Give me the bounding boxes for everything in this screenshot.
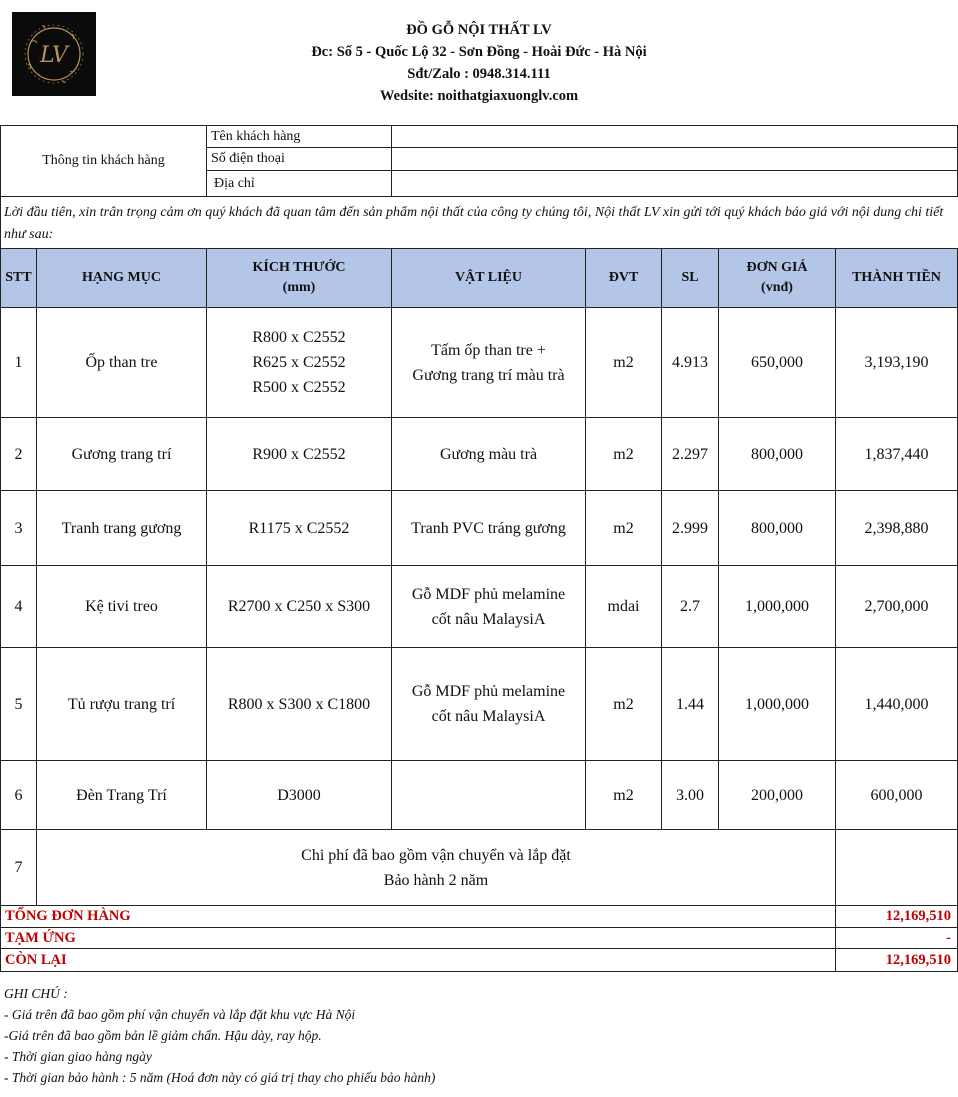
row-1-unit: m2 [586,308,662,418]
notes-section [4,983,954,1088]
row-4-qty: 2.7 [662,566,719,648]
notes-title: GHI CHÚ : [4,986,68,1001]
row-4-price: 1,000,000 [719,566,836,648]
row-2-unit: m2 [586,418,662,491]
row-5-price: 1,000,000 [719,648,836,761]
row-2-stt: 2 [1,418,37,491]
summary-advance-label: TẠM ỨNG [1,928,836,949]
summary-remaining-value: 12,169,510 [836,949,958,972]
header-size-label: KÍCH THƯỚC [252,260,346,275]
row-7-stt: 7 [1,830,37,906]
row-1-item: Ốp than tre [37,308,207,418]
material-line: Gương màu trà [439,445,538,463]
row-5-unit: m2 [586,648,662,761]
company-name: ĐỒ GỖ NỘI THẤT LV [406,22,552,38]
row-1-qty: 4.913 [662,308,719,418]
document-header [0,0,958,126]
material-line: Tấm ốp than tre + [431,341,546,359]
customer-name-label: Tên khách hàng [207,126,392,148]
row-4-stt: 4 [1,566,37,648]
size-line: R500 x C2552 [252,379,346,396]
row-1-material [392,308,586,418]
header-price [719,249,836,308]
size-line: R1175 x C2552 [248,519,350,537]
company-phone: Sđt/Zalo : 0948.314.111 [407,66,551,82]
customer-name-field[interactable] [392,126,958,148]
row-5-size [207,648,392,761]
row-6-qty: 3.00 [662,761,719,830]
row-5-material [392,648,586,761]
material-line: Gỗ MDF phủ melamine [411,683,566,700]
material-line: cốt nâu MalaysiA [431,708,546,725]
row-3-total: 2,398,880 [836,491,958,566]
row-7-line1: Chi phí đã bao gồm vận chuyển và lắp đặt [301,846,571,864]
header-stt: STT [1,249,37,308]
customer-section-label: Thông tin khách hàng [1,126,207,197]
row-2-price: 800,000 [719,418,836,491]
size-line: R2700 x C250 x S300 [227,598,371,615]
row-1-price: 650,000 [719,308,836,418]
row-2-material [392,418,586,491]
row-4-total: 2,700,000 [836,566,958,648]
row-1-total: 3,193,190 [836,308,958,418]
row-6-stt: 6 [1,761,37,830]
company-website: Wedsite: noithatgiaxuonglv.com [379,88,579,104]
size-line: D3000 [277,786,321,804]
row-6-size [207,761,392,830]
row-6-total: 600,000 [836,761,958,830]
row-2-total: 1,837,440 [836,418,958,491]
row-4-unit: mdai [586,566,662,648]
row-7-note [37,830,836,906]
customer-address-label: Địa chỉ [207,171,392,197]
row-5-item: Tủ rượu trang trí [37,648,207,761]
header-size [207,249,392,308]
row-4-size [207,566,392,648]
row-7-line2: Bảo hành 2 năm [383,871,489,889]
notes-line: -Giá trên đã bao gồm bản lề giảm chấn. Hậu dày, ray hộp. [4,1028,322,1043]
row-4-material [392,566,586,648]
size-line: R625 x C2552 [252,354,346,371]
company-address: Đc: Số 5 - Quốc Lộ 32 - Sơn Đồng - Hoài Đức - Hà Nội [311,44,647,60]
material-line: Tranh PVC tráng gương [411,519,566,537]
row-5-stt: 5 [1,648,37,761]
row-3-stt: 3 [1,491,37,566]
row-6-item: Đèn Trang Trí [37,761,207,830]
size-line: R900 x C2552 [252,445,346,463]
intro-text: Lời đầu tiên, xin trân trọng cảm ơn quý khách đã quan tâm đến sản phẩm nội thất của công ty chúng tôi, Nội thất LV xin gửi tới quý khách báo giá với nội dung chi tiết như sau: [4,205,944,242]
row-3-size [207,491,392,566]
header-material: VẬT LIỆU [392,249,586,308]
customer-phone-label: Số điện thoại [207,148,392,171]
header-unit: ĐVT [586,249,662,308]
customer-address-field[interactable] [392,171,958,197]
material-line: Gỗ MDF phủ melamine [411,585,566,603]
header-qty: SL [662,249,719,308]
row-1-size [207,308,392,418]
row-4-item: Kệ tivi treo [37,566,207,648]
size-line: R800 x C2552 [252,329,346,346]
material-line: Gương trang trí màu trà [412,366,565,384]
row-6-material [392,761,586,830]
svg-text:LV: LV [40,43,68,68]
header-total: THÀNH TIỀN [836,249,958,308]
row-5-total: 1,440,000 [836,648,958,761]
row-3-item: Tranh trang gương [37,491,207,566]
row-3-qty: 2.999 [662,491,719,566]
row-6-price: 200,000 [719,761,836,830]
header-item: HẠNG MỤC [37,249,207,308]
notes-line: - Giá trên đã bao gồm phí vận chuyển và lắp đặt khu vực Hà Nội [4,1007,356,1022]
header-price-label: ĐƠN GIÁ [746,260,808,275]
notes-line: - Thời gian giao hàng ngày [4,1049,152,1064]
customer-phone-field[interactable] [392,148,958,171]
row-6-unit: m2 [586,761,662,830]
row-3-material [392,491,586,566]
size-line: R800 x S300 x C1800 [227,695,371,713]
row-2-size [207,418,392,491]
summary-total-value: 12,169,510 [836,906,958,928]
row-3-unit: m2 [586,491,662,566]
row-5-qty: 1.44 [662,648,719,761]
summary-total-label: TỔNG ĐƠN HÀNG [1,906,836,928]
row-2-item: Gương trang trí [37,418,207,491]
summary-advance-value: - [836,928,958,949]
row-1-stt: 1 [1,308,37,418]
header-price-unit: (vnđ) [761,280,793,295]
notes-line: - Thời gian bảo hành : 5 năm (Hoá đơn này có giá trị thay cho phiếu bảo hành) [4,1070,436,1085]
row-7-total [836,830,958,906]
material-line: cốt nâu MalaysiA [431,610,546,628]
header-size-unit: (mm) [282,280,316,295]
row-3-price: 800,000 [719,491,836,566]
row-2-qty: 2.297 [662,418,719,491]
summary-remaining-label: CÒN LẠI [1,949,836,972]
